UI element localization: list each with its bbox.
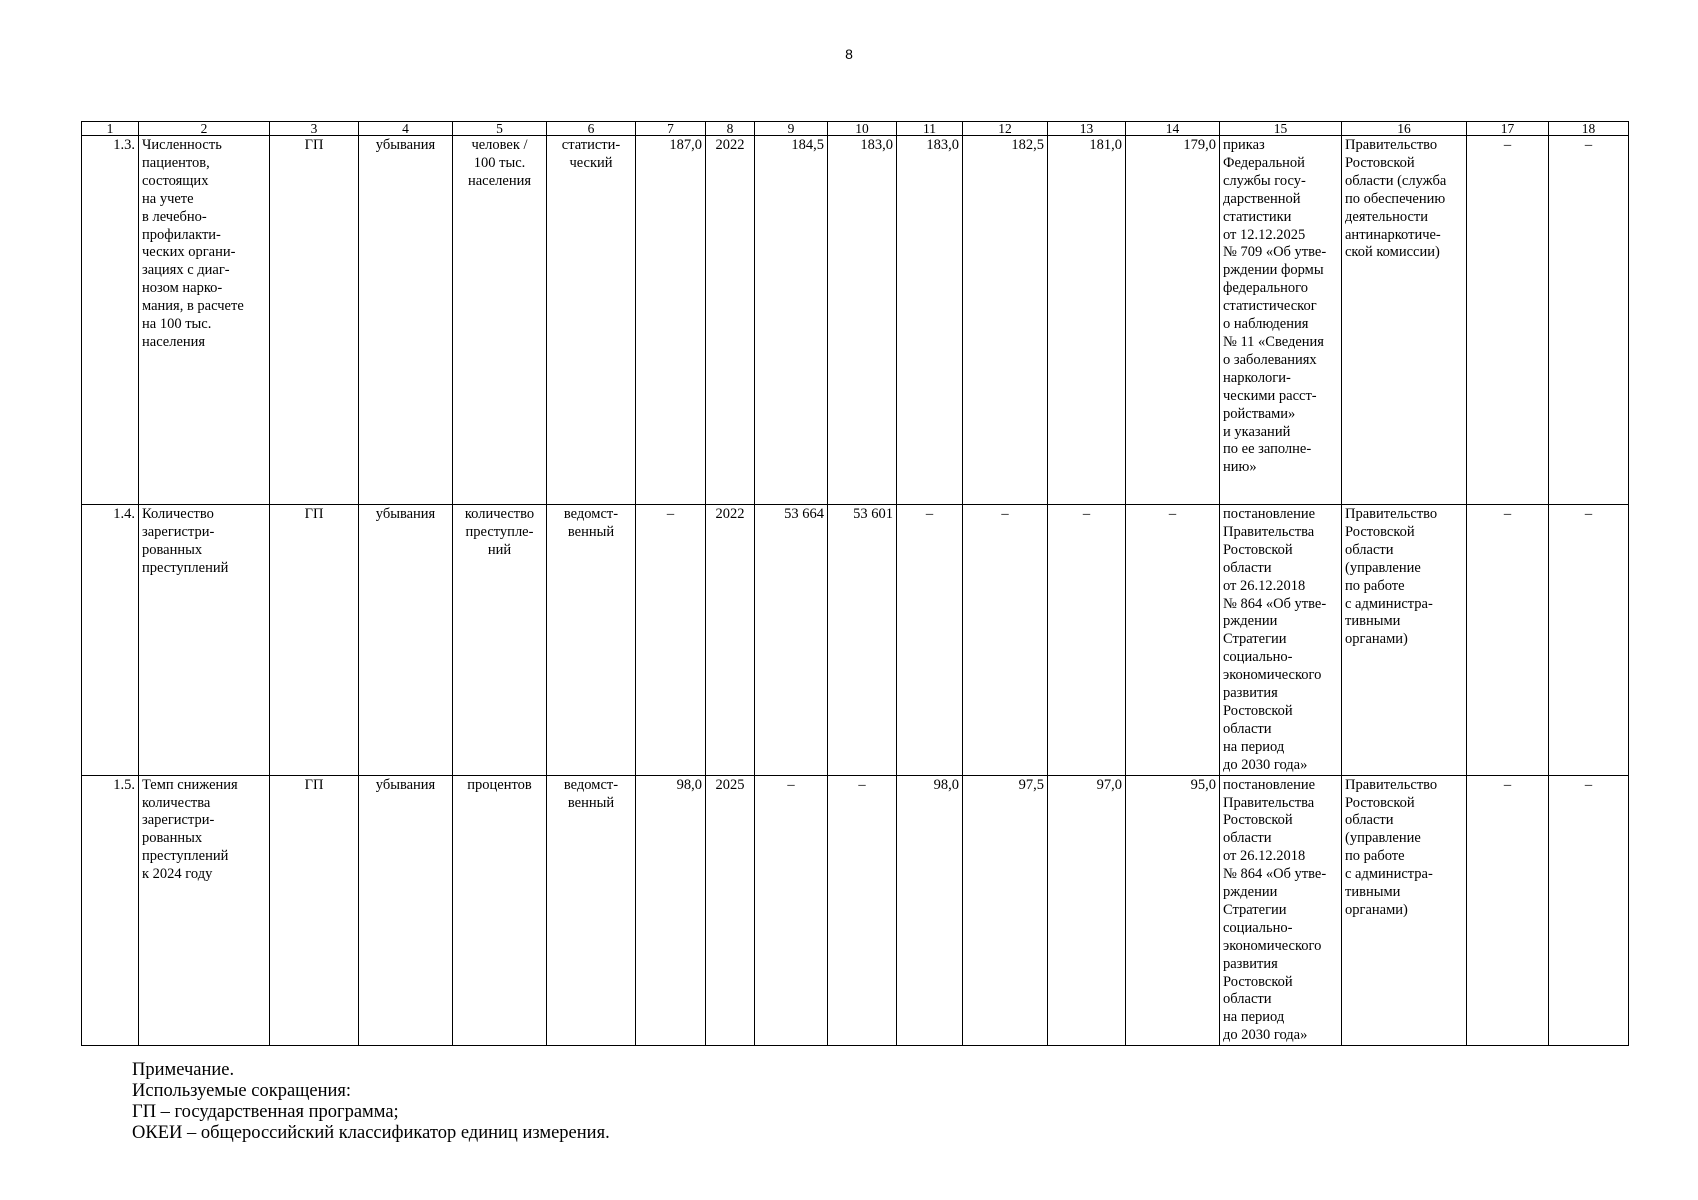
value-cell: 53 601 (828, 505, 897, 776)
row-number: 1.4. (82, 505, 139, 776)
column-number: 15 (1220, 122, 1342, 136)
value-cell: – (1048, 505, 1126, 776)
column-number: 10 (828, 122, 897, 136)
value-cell: 179,0 (1126, 136, 1220, 505)
value-cell: 183,0 (828, 136, 897, 505)
value-cell: 53 664 (755, 505, 828, 776)
document-reference: приказ Федеральной службы госу- дарственной статистики от 12.12.2025 № 709 «Об утве- рждении формы федерального статистическог о наблюдения № 11 «Сведения о заболеваниях наркологи- ческими расст- ройствами» и указаний по ее заполне- нию» (1220, 136, 1342, 505)
trend: убывания (359, 775, 453, 1046)
base-year: 2022 (706, 136, 755, 505)
responsible-body: Правительство Ростовской области (управление по работе с администра- тивными органами) (1342, 505, 1467, 776)
value-cell: – (1467, 136, 1549, 505)
level: ГП (270, 505, 359, 776)
document-reference: постановление Правительства Ростовской области от 26.12.2018 № 864 «Об утве- рждении Стратегии социально- экономического развития Ростовской области на период до 2030 года» (1220, 505, 1342, 776)
unit: количество преступле- ний (453, 505, 547, 776)
indicator-name: Темп снижения количества зарегистри- рованных преступлений к 2024 году (139, 775, 270, 1046)
value-cell: – (755, 775, 828, 1046)
value-cell: 183,0 (897, 136, 963, 505)
indicators-table (81, 121, 1629, 1046)
unit: процентов (453, 775, 547, 1046)
value-cell: – (828, 775, 897, 1046)
notes-block (132, 1060, 610, 1144)
base-year: 2022 (706, 505, 755, 776)
column-number: 9 (755, 122, 828, 136)
row-number: 1.3. (82, 136, 139, 505)
column-number: 13 (1048, 122, 1126, 136)
value-cell: 98,0 (897, 775, 963, 1046)
value-cell: 97,5 (963, 775, 1048, 1046)
base-value: 98,0 (636, 775, 706, 1046)
row-number: 1.5. (82, 775, 139, 1046)
column-number: 11 (897, 122, 963, 136)
base-value: – (636, 505, 706, 776)
indicator-type: ведомст- венный (547, 775, 636, 1046)
indicator-name: Количество зарегистри- рованных преступлений (139, 505, 270, 776)
table-row (82, 775, 1629, 1046)
page-number: 8 (845, 46, 853, 62)
trend: убывания (359, 505, 453, 776)
column-number: 17 (1467, 122, 1549, 136)
indicator-type: статисти- ческий (547, 136, 636, 505)
column-number: 5 (453, 122, 547, 136)
column-number: 12 (963, 122, 1048, 136)
value-cell: – (1549, 505, 1629, 776)
base-year: 2025 (706, 775, 755, 1046)
value-cell: – (897, 505, 963, 776)
indicator-type: ведомст- венный (547, 505, 636, 776)
document-reference: постановление Правительства Ростовской области от 26.12.2018 № 864 «Об утве- рждении Стратегии социально- экономического развития Ростовской области на период до 2030 года» (1220, 775, 1342, 1046)
value-cell: – (963, 505, 1048, 776)
note-line: ГП – государственная программа; (132, 1102, 399, 1122)
trend: убывания (359, 136, 453, 505)
column-number: 3 (270, 122, 359, 136)
value-cell: – (1549, 136, 1629, 505)
note-line: ОКЕИ – общероссийский классификатор единиц измерения. (132, 1123, 610, 1143)
notes-subtitle: Используемые сокращения: (132, 1081, 352, 1101)
level: ГП (270, 775, 359, 1046)
column-number: 16 (1342, 122, 1467, 136)
column-number: 7 (636, 122, 706, 136)
column-number: 4 (359, 122, 453, 136)
column-number: 18 (1549, 122, 1629, 136)
value-cell: 184,5 (755, 136, 828, 505)
column-number-row (82, 122, 1629, 136)
column-number: 2 (139, 122, 270, 136)
value-cell: – (1467, 775, 1549, 1046)
table-row (82, 505, 1629, 776)
column-number: 14 (1126, 122, 1220, 136)
responsible-body: Правительство Ростовской области (служба по обеспечению деятельности антинаркотиче- ской комиссии) (1342, 136, 1467, 505)
value-cell: 182,5 (963, 136, 1048, 505)
column-number: 1 (82, 122, 139, 136)
value-cell: 97,0 (1048, 775, 1126, 1046)
base-value: 187,0 (636, 136, 706, 505)
value-cell: 95,0 (1126, 775, 1220, 1046)
column-number: 6 (547, 122, 636, 136)
notes-title: Примечание. (132, 1060, 235, 1080)
responsible-body: Правительство Ростовской области (управление по работе с администра- тивными органами) (1342, 775, 1467, 1046)
value-cell: – (1126, 505, 1220, 776)
unit: человек / 100 тыс. населения (453, 136, 547, 505)
level: ГП (270, 136, 359, 505)
table-row (82, 136, 1629, 505)
column-number: 8 (706, 122, 755, 136)
indicator-name: Численность пациентов, состоящих на учете в лечебно- профилакти- ческих органи- зациях с диаг- нозом нарко- мания, в расчете на 100 тыс. населения (139, 136, 270, 505)
value-cell: – (1467, 505, 1549, 776)
value-cell: – (1549, 775, 1629, 1046)
value-cell: 181,0 (1048, 136, 1126, 505)
